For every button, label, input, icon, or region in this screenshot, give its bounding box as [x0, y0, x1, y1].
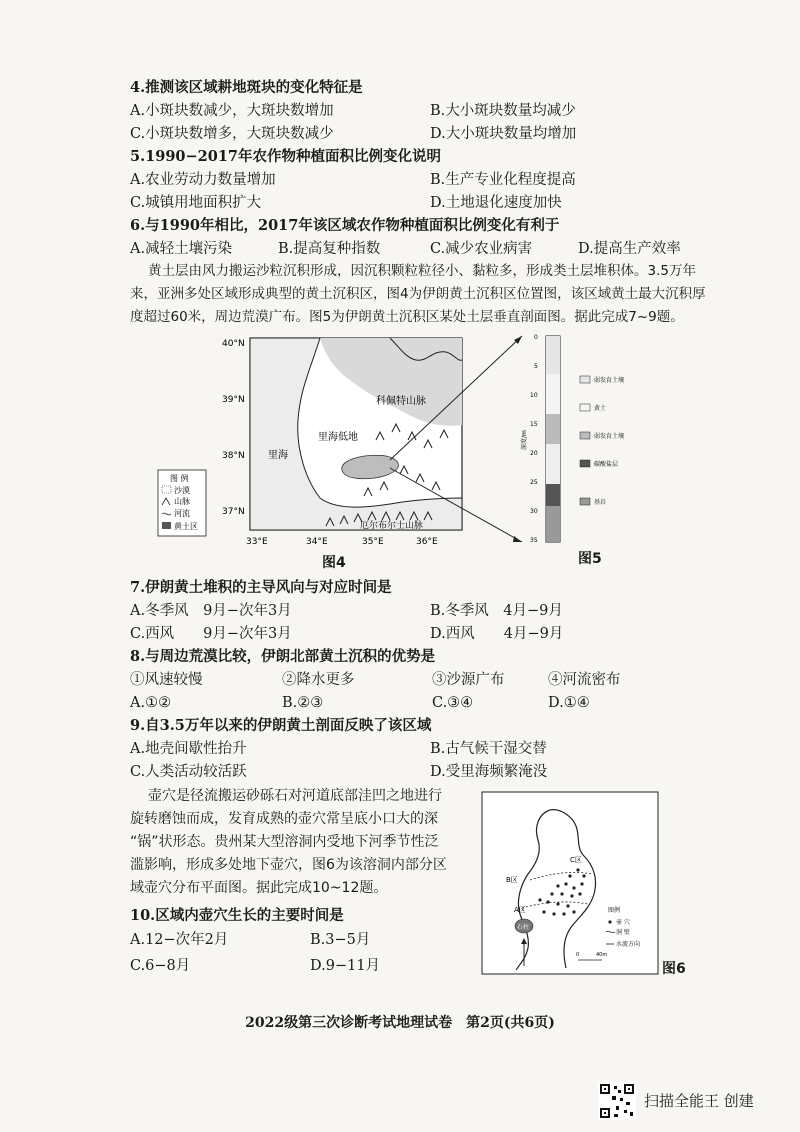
intro2-line4: 滥影响，形成多处地下壶穴，图6为该溶洞内部分区: [130, 857, 447, 873]
q9-stem: 9.自3.5万年以来的伊朗黄土剖面反映了该区域: [130, 717, 432, 734]
label-caspian-sea: 里海: [268, 450, 288, 461]
legend-loess: 黄土区: [174, 522, 198, 531]
q4-option-c: C.小斑块数增多，大斑块数减少: [130, 126, 334, 142]
legend-desert-swatch: [162, 486, 171, 493]
depth-tick-35: 35: [530, 537, 538, 544]
q6-option-b: B.提高复种指数: [278, 241, 381, 257]
legend-pothole: 壶 穴: [616, 919, 630, 926]
label-zone-a: A区: [514, 906, 526, 914]
fig5-legend-swatch-5: [580, 498, 590, 505]
fig5-axis-label: 深度/m: [521, 430, 528, 450]
intro1-line2: 来，亚洲多处区域形成典型的黄土沉积区，图4为伊朗黄土沉积区位置图，该区域黄土最大沉积厚: [130, 286, 706, 302]
lon-35: 35°E: [362, 537, 384, 547]
q10-option-b: B.3−5月: [310, 932, 371, 948]
qr-code-icon: [598, 1082, 636, 1120]
fig5-legend-swatch-2: [580, 404, 590, 411]
legend-desert: 沙漠: [174, 486, 190, 495]
lat-39: 39°N: [222, 395, 245, 405]
depth-tick-15: 15: [530, 421, 538, 428]
q9-option-d: D.受里海频繁淹没: [430, 764, 548, 780]
lat-37: 37°N: [222, 507, 245, 517]
lon-36: 36°E: [416, 537, 438, 547]
figure4-caption: 图4: [322, 555, 346, 571]
fig6-legend-title: 图例: [608, 907, 621, 914]
q10-option-c: C.6−8月: [130, 958, 191, 974]
q4-stem: 4.推测该区域耕地斑块的变化特征是: [130, 79, 363, 96]
scale-0: 0: [576, 952, 580, 958]
depth-tick-30: 30: [530, 508, 538, 515]
depth-tick-25: 25: [530, 479, 538, 486]
label-alborz-mountains: 厄尔布尔士山脉: [360, 521, 424, 531]
intro2-line2: 旋转磨蚀而成，发育成熟的壶穴常呈底小口大的深: [130, 811, 438, 827]
q6-option-d: D.提高生产效率: [578, 241, 681, 257]
lon-33: 33°E: [246, 537, 268, 547]
q8-item-4: ④河流密布: [548, 672, 621, 688]
q6-stem: 6.与1990年相比，2017年该区域农作物种植面积比例变化有利于: [130, 217, 560, 234]
figure5-profile: [520, 330, 640, 550]
q9-option-a: A.地壳间歇性抬升: [130, 741, 247, 757]
q8-item-3: ③沙源广布: [432, 672, 505, 688]
fig5-legend-3: 弱发育土壤: [594, 433, 625, 440]
label-stone-pillar: 石柱: [517, 924, 530, 931]
fig4-legend-title: 图 例: [170, 474, 189, 483]
figure6-cave-map: [480, 790, 660, 980]
lon-34: 34°E: [306, 537, 328, 547]
q7-option-d: D.西风 4月−9月: [430, 626, 564, 642]
q8-option-d: D.①④: [548, 695, 590, 711]
label-zone-b: B区: [506, 876, 518, 884]
q5-option-d: D.土地退化速度加快: [430, 195, 562, 211]
scale-40m: 40m: [596, 952, 608, 958]
depth-tick-5: 5: [534, 363, 538, 370]
intro2-line3: “锅”状形态。贵州某大型溶洞内受地下河季节性泛: [130, 834, 439, 850]
page-footer: 2022级第三次诊断考试地理试卷 第2页(共6页): [245, 1015, 555, 1031]
label-caspian-lowland: 里海低地: [318, 432, 358, 443]
legend-mountain: 山脉: [174, 497, 190, 506]
intro1-line1: 黄土层由风力搬运沙粒沉积形成，因沉积颗粒粒径小、黏粒多，形成类土层堆积体。3.5万年: [148, 263, 696, 279]
lat-38: 38°N: [222, 451, 245, 461]
q4-option-b: B.大小斑块数量均减少: [430, 103, 576, 119]
depth-tick-0: 0: [534, 334, 538, 341]
q8-stem: 8.与周边荒漠比较，伊朗北部黄土沉积的优势是: [130, 648, 436, 665]
depth-tick-10: 10: [530, 392, 538, 399]
q6-option-a: A.减轻土壤污染: [130, 241, 233, 257]
q8-option-c: C.③④: [432, 695, 474, 711]
q10-stem: 10.区域内壶穴生长的主要时间是: [130, 907, 344, 924]
legend-loess-swatch: [162, 522, 171, 529]
fig5-legend-swatch-1: [580, 376, 590, 383]
q8-option-b: B.②③: [282, 695, 324, 711]
legend-pothole-icon: [608, 920, 611, 923]
fig5-legend-5: 基岩: [594, 499, 607, 506]
intro1-line3: 度超过60米，周边荒漠广布。图5为伊朗黄土沉积区某处土层垂直剖面图。据此完成7~9题。: [130, 309, 684, 325]
depth-tick-20: 20: [530, 450, 538, 457]
legend-flow: 水流方向: [616, 941, 641, 948]
q7-option-c: C.西风 9月−次年3月: [130, 626, 292, 642]
q4-option-d: D.大小斑块数量均增加: [430, 126, 577, 142]
q7-option-a: A.冬季风 9月−次年3月: [130, 603, 292, 619]
q8-item-2: ②降水更多: [282, 672, 355, 688]
q8-option-a: A.①②: [130, 695, 172, 711]
q10-option-a: A.12−次年2月: [130, 932, 229, 948]
q10-option-d: D.9−11月: [310, 958, 381, 974]
fig5-legend-1: 弱发育土壤: [594, 377, 625, 384]
q5-option-c: C.城镇用地面积扩大: [130, 195, 262, 211]
intro2-line1: 壶穴是径流搬运砂砾石对河道底部洼凹之地进行: [148, 788, 442, 804]
q5-stem: 5.1990−2017年农作物种植面积比例变化说明: [130, 148, 441, 165]
figure4-map: [150, 330, 550, 570]
q7-option-b: B.冬季风 4月−9月: [430, 603, 563, 619]
q6-option-c: C.减少农业病害: [430, 241, 533, 257]
legend-wall: 洞 壁: [616, 929, 630, 936]
q5-option-b: B.生产专业化程度提高: [430, 172, 576, 188]
q4-option-a: A.小斑块数减少，大斑块数增加: [130, 103, 334, 119]
legend-river: 河流: [174, 509, 190, 518]
label-kopet-mountains: 科佩特山脉: [376, 396, 426, 407]
q5-option-a: A.农业劳动力数量增加: [130, 172, 276, 188]
figure6-caption: 图6: [662, 961, 686, 977]
label-zone-c: C区: [570, 856, 582, 864]
q7-stem: 7.伊朗黄土堆积的主导风向与对应时间是: [130, 579, 392, 596]
q8-item-1: ①风速较慢: [130, 672, 203, 688]
scanner-watermark: 扫描全能王 创建: [644, 1092, 754, 1110]
figure5-caption: 图5: [578, 551, 602, 567]
fig5-legend-4: 碳酸盐层: [594, 461, 619, 468]
fig5-legend-swatch-4: [580, 460, 590, 467]
q9-option-b: B.古气候干湿交替: [430, 741, 547, 757]
fig5-legend-swatch-3: [580, 432, 590, 439]
intro2-line5: 域壶穴分布平面图。据此完成10~12题。: [130, 880, 388, 896]
fig5-legend-2: 黄土: [594, 405, 607, 412]
q9-option-c: C.人类活动较活跃: [130, 764, 247, 780]
lat-40: 40°N: [222, 339, 245, 349]
